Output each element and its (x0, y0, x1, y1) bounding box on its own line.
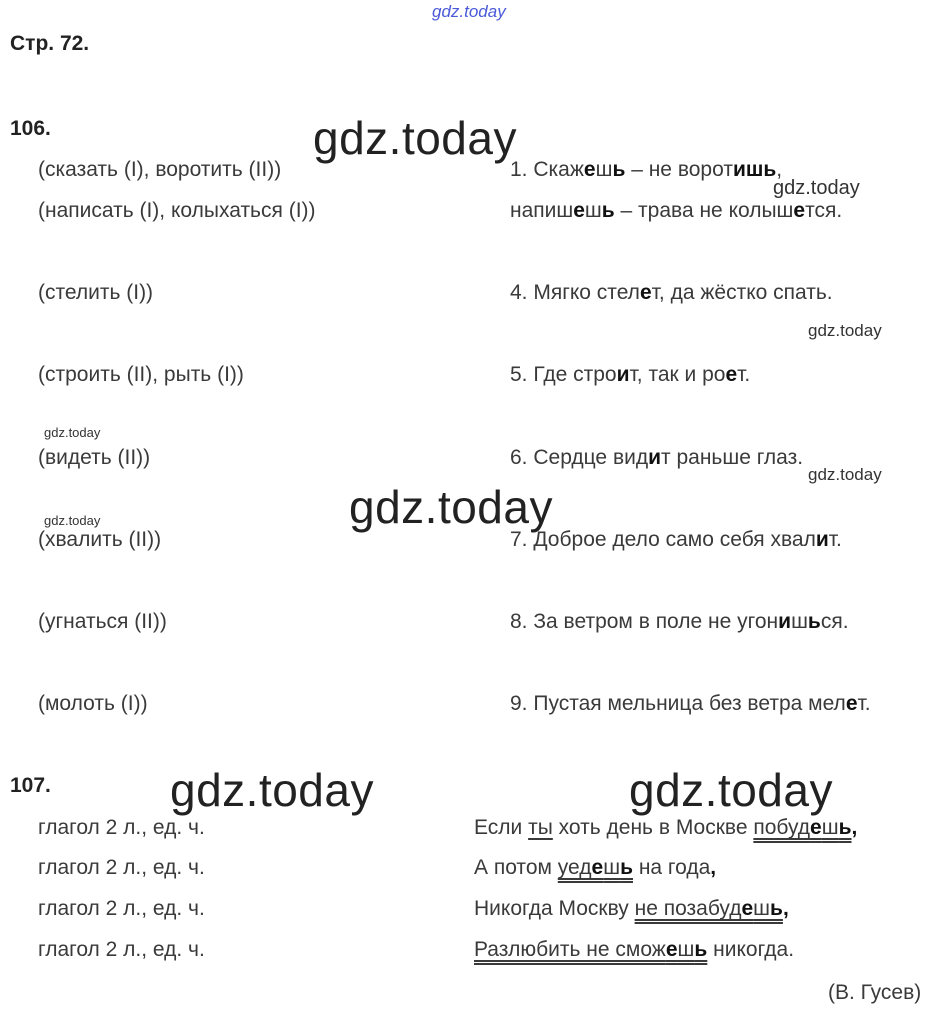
proverb-line: 7. Доброе дело само себя хвалит. (510, 528, 842, 551)
proverb-line: 8. За ветром в поле не угонишься. (510, 610, 849, 633)
proverb-line: 5. Где строит, так и роет. (510, 363, 751, 386)
verb-list-item: (молоть (I)) (38, 692, 148, 715)
watermark-small: gdz.today (773, 177, 860, 199)
proverb-line: 4. Мягко стелет, да жёстко спать. (510, 281, 833, 304)
watermark-small: gdz.today (808, 465, 882, 484)
watermark-small: gdz.today (808, 321, 882, 340)
page-label: Стр. 72. (10, 32, 90, 55)
poem-author: (В. Гусев) (828, 981, 922, 1004)
verb-list-item: (сказать (I), воротить (II)) (38, 158, 282, 181)
watermark-top: gdz.today (432, 2, 506, 21)
watermark-large: gdz.today (170, 764, 374, 816)
verb-list-item: (угнаться (II)) (38, 610, 167, 633)
verb-list-item: (стелить (I)) (38, 281, 154, 304)
grammar-note: глагол 2 л., ед. ч. (38, 856, 205, 879)
proverb-line: 1. Скажешь – не воротишь, (510, 158, 783, 181)
verb-list-item: (написать (I), колыхаться (I)) (38, 199, 316, 222)
grammar-note: глагол 2 л., ед. ч. (38, 816, 205, 839)
poem-line: Никогда Москву не позабудешь, (474, 897, 789, 920)
watermark-small: gdz.today (44, 513, 101, 528)
grammar-note: глагол 2 л., ед. ч. (38, 897, 205, 920)
exercise-number: 106. (10, 117, 51, 140)
proverb-line: 6. Сердце видит раньше глаз. (510, 446, 804, 469)
watermark-large: gdz.today (629, 764, 833, 816)
verb-list-item: (видеть (II)) (38, 446, 151, 469)
proverb-line: 9. Пустая мельница без ветра мелет. (510, 692, 871, 715)
verb-list-item: (хвалить (II)) (38, 528, 162, 551)
proverb-line: напишешь – трава не колышется. (510, 199, 843, 222)
watermark-large: gdz.today (349, 481, 553, 533)
grammar-note: глагол 2 л., ед. ч. (38, 938, 205, 961)
exercise-number: 107. (10, 774, 51, 797)
watermark-large: gdz.today (313, 112, 517, 164)
poem-line: Если ты хоть день в Москве побудешь, (474, 816, 858, 839)
verb-list-item: (строить (II), рыть (I)) (38, 363, 244, 386)
watermark-small: gdz.today (44, 425, 101, 440)
poem-line: А потом уедешь на года, (474, 856, 717, 879)
poem-line: Разлюбить не сможешь никогда. (474, 938, 795, 961)
